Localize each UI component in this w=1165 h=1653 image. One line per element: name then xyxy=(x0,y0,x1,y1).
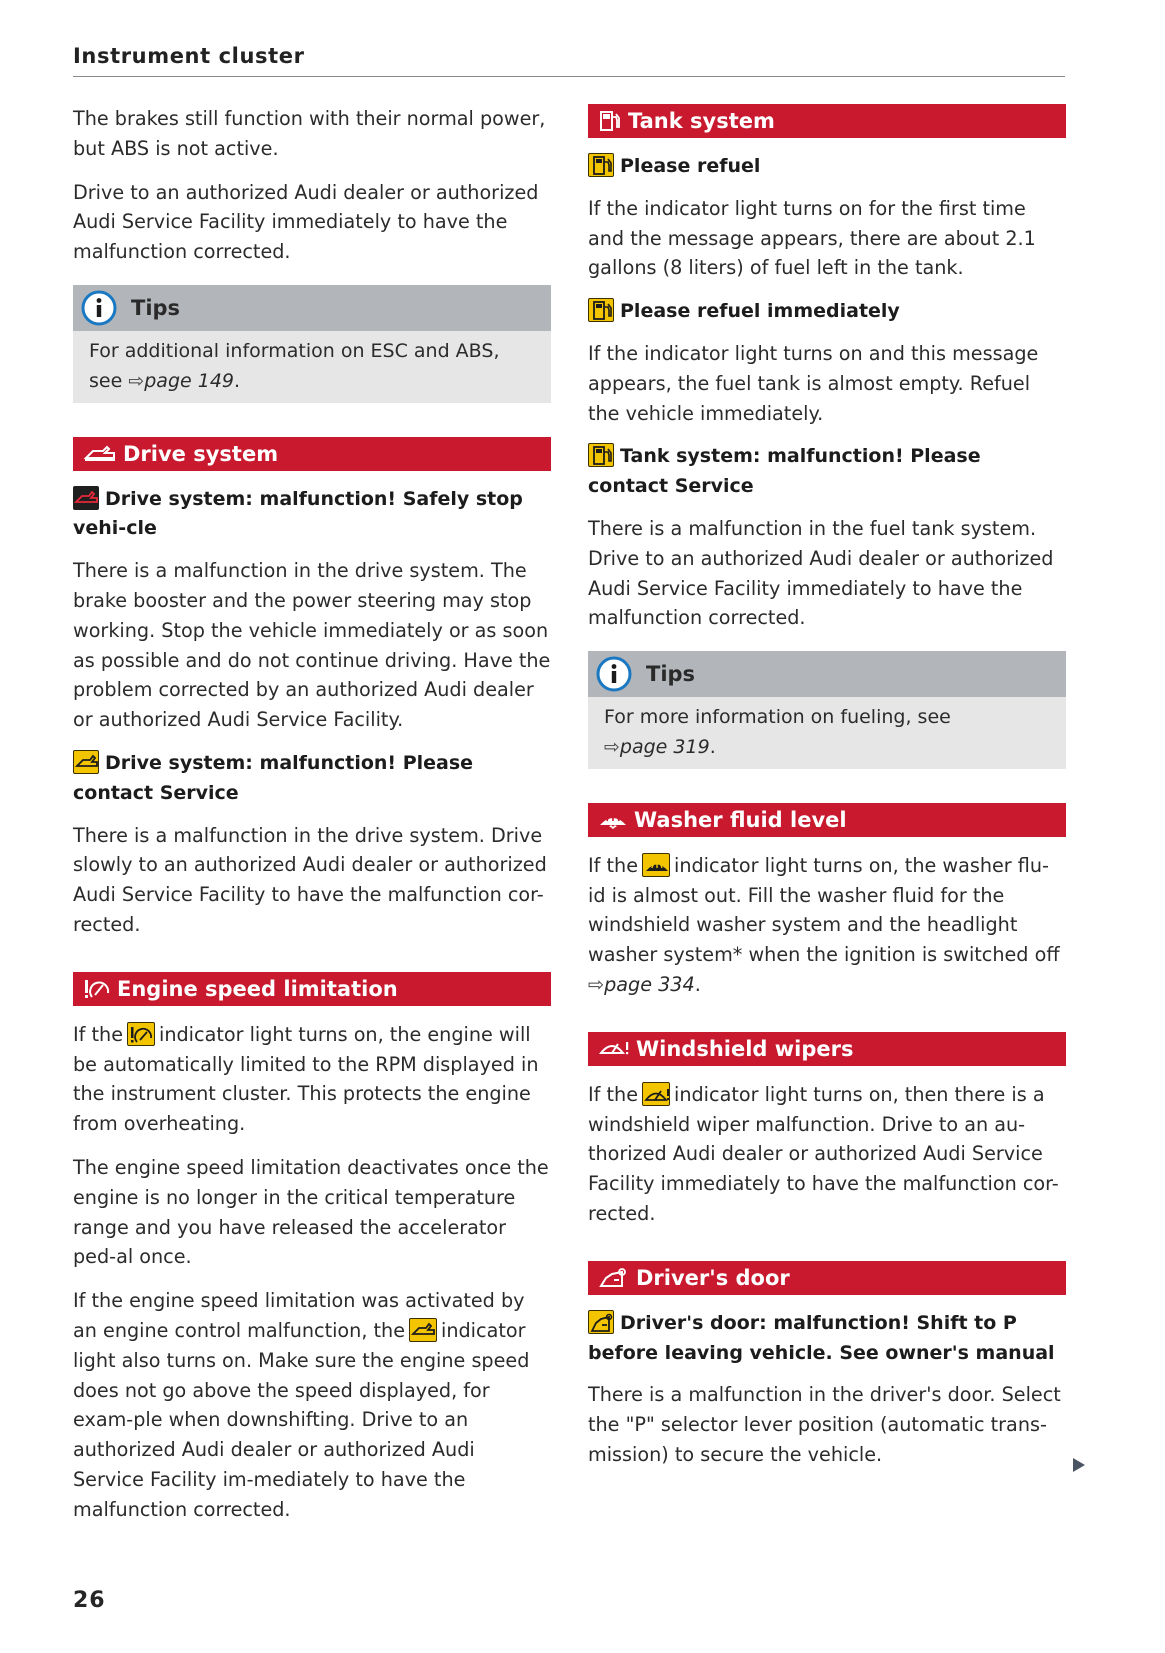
subheading-text: Please refuel immediately xyxy=(620,300,900,323)
subheading-text: Drive system: malfunction! Safely stop vehi-cle xyxy=(73,487,523,540)
tips-header xyxy=(588,651,1066,697)
drive-system-indicator-icon xyxy=(409,1318,437,1342)
arrow-right-icon: ⇨ xyxy=(588,972,605,996)
fuel-pump-yellow-icon xyxy=(588,443,614,467)
continue-arrow-icon xyxy=(1071,1457,1087,1473)
section-title: Driver's door xyxy=(636,1265,790,1290)
page-number: 26 xyxy=(73,1588,106,1613)
section-drive-system xyxy=(73,437,551,471)
section-title: Drive system xyxy=(123,441,279,466)
section-title: Tank system xyxy=(628,109,775,133)
text-part: If the engine speed limitation was activated by an engine control malfunction, the xyxy=(73,1289,525,1342)
tips-header xyxy=(73,285,551,331)
page-reference-link[interactable]: page 319 xyxy=(619,735,710,758)
tips-box-esc-abs xyxy=(73,285,551,403)
intro-paragraph-1: The brakes still function with their normal power, but ABS is not active. xyxy=(73,107,546,160)
wiper-icon xyxy=(598,1038,630,1060)
drive-stop-paragraph: There is a malfunction in the drive system. The brake booster and the power steering may stop working. Stop the vehicle immediately or as soon as possible and do not continue driving. Have the problem corrected by an authorized Audi dealer or authorized Audi Service Facility. xyxy=(73,559,551,732)
subheading-text: Please refuel xyxy=(620,155,761,177)
tips-end: . xyxy=(709,735,716,758)
text-part: If the xyxy=(73,1022,124,1046)
drivers-door-paragraph: There is a malfunction in the driver's door. Select the "P" selector lever position (automatic trans-mission) to secure the vehicle. xyxy=(588,1383,1061,1466)
text-end: . xyxy=(694,972,701,996)
tips-text: For additional information on ESC and ABS, see xyxy=(89,339,500,392)
subheading-refuel-immediately xyxy=(588,297,1066,327)
section-drivers-door xyxy=(588,1261,1066,1295)
drive-system-yellow-icon xyxy=(73,750,99,774)
text-part: indicator light turns on, the engine will be automatically limited to the RPM displayed in the instrument cluster. This protects the engine from overheating. xyxy=(73,1022,539,1136)
right-column xyxy=(588,104,1066,1484)
engine-speed-paragraph-2: The engine speed limitation deactivates once the engine is no longer in the critical temperature range and you have released the accelerator ped-al once. xyxy=(73,1155,549,1269)
section-title: Engine speed limitation xyxy=(117,976,398,1001)
drive-service-paragraph: There is a malfunction in the drive system. Drive slowly to an authorized Audi dealer or authorized Audi Service Facility to have the malfunction cor-rected. xyxy=(73,823,547,936)
page-reference-link[interactable]: page 334 xyxy=(604,972,695,996)
text-part: indicator light turns on, then there is a windshield wiper malfunction. Drive to an au-thorized Audi dealer or authorized Audi Service Facility immediately to have the malfunction cor-rected. xyxy=(588,1082,1059,1225)
section-tank-system xyxy=(588,104,1066,138)
text-part: indicator light also turns on. Make sure the engine speed does not go above the speed displayed, for exam-ple when downshifting. Drive to an authorized Audi dealer or authorized Audi Service Facility im-mediately to have the malfunction corrected. xyxy=(73,1318,530,1521)
arrow-right-icon: ⇨ xyxy=(604,735,620,758)
subheading-tank-malfunction xyxy=(588,442,1066,502)
tips-box-fueling xyxy=(588,651,1066,769)
drive-system-red-icon xyxy=(73,486,99,510)
engine-speed-paragraph-3 xyxy=(73,1286,551,1524)
tips-title: Tips xyxy=(131,295,181,320)
intro-paragraph-2: Drive to an authorized Audi dealer or authorized Audi Service Facility immediately to have the malfunction corrected. xyxy=(73,180,539,264)
tips-body xyxy=(588,697,1066,769)
washer-fluid-icon xyxy=(598,809,628,831)
page-header-title: Instrument cluster xyxy=(73,44,305,68)
refuel-immediately-paragraph: If the indicator light turns on and this message appears, the fuel tank is almost empty. Refuel the vehicle immediately. xyxy=(588,341,1039,425)
text-part: If the xyxy=(588,853,639,877)
left-column xyxy=(73,104,551,1538)
info-icon xyxy=(81,290,117,326)
subheading-please-refuel xyxy=(588,152,1066,182)
windshield-wipers-paragraph xyxy=(588,1080,1066,1229)
drive-system-icon xyxy=(83,443,117,465)
fuel-pump-icon xyxy=(598,109,622,133)
tank-malfunction-paragraph: There is a malfunction in the fuel tank system. Drive to an authorized Audi dealer or authorized Audi Service Facility immediately to have the malfunction corrected. xyxy=(588,516,1054,630)
text-part: indicator light turns on, the washer flu-id is almost out. Fill the washer fluid for the windshield washer system and the headlight washer system* when the ignition is switched off xyxy=(588,853,1060,967)
tips-text: For more information on fueling, see xyxy=(604,706,951,729)
info-icon xyxy=(596,656,632,692)
section-title: Washer fluid level xyxy=(634,807,847,832)
washer-fluid-indicator-icon xyxy=(642,853,670,877)
fuel-pump-yellow-icon xyxy=(588,153,614,177)
tips-body xyxy=(73,331,551,403)
section-washer-fluid xyxy=(588,803,1066,837)
washer-fluid-paragraph xyxy=(588,851,1066,1000)
tips-end: . xyxy=(234,369,241,392)
page-reference-link[interactable]: page 149 xyxy=(144,369,235,392)
tips-title: Tips xyxy=(646,662,696,687)
engine-speed-paragraph-1 xyxy=(73,1020,551,1139)
section-engine-speed-limitation xyxy=(73,972,551,1006)
text-part: If the xyxy=(588,1082,639,1106)
subheading-drivers-door-malfunction xyxy=(588,1309,1066,1369)
subheading-text: Drive system: malfunction! Please contact Service xyxy=(73,751,474,804)
engine-speed-icon xyxy=(83,977,111,1001)
subheading-text: Tank system: malfunction! Please contact Service xyxy=(588,445,981,498)
section-title: Windshield wipers xyxy=(636,1036,854,1061)
fuel-pump-yellow-icon xyxy=(588,298,614,322)
engine-speed-indicator-icon xyxy=(127,1022,155,1046)
please-refuel-paragraph: If the indicator light turns on for the first time and the message appears, there are about 2.1 gallons (8 liters) of fuel left in the tank. xyxy=(588,196,1036,280)
drivers-door-icon xyxy=(598,1266,630,1290)
drivers-door-yellow-icon xyxy=(588,1310,614,1334)
subheading-drive-stop xyxy=(73,485,551,545)
section-windshield-wipers xyxy=(588,1032,1066,1066)
header-rule xyxy=(73,76,1065,77)
wiper-indicator-icon xyxy=(642,1082,670,1106)
arrow-right-icon: ⇨ xyxy=(128,369,145,392)
subheading-drive-service xyxy=(73,749,551,809)
subheading-text: Driver's door: malfunction! Shift to P before leaving vehicle. See owner's manual xyxy=(588,1311,1055,1364)
